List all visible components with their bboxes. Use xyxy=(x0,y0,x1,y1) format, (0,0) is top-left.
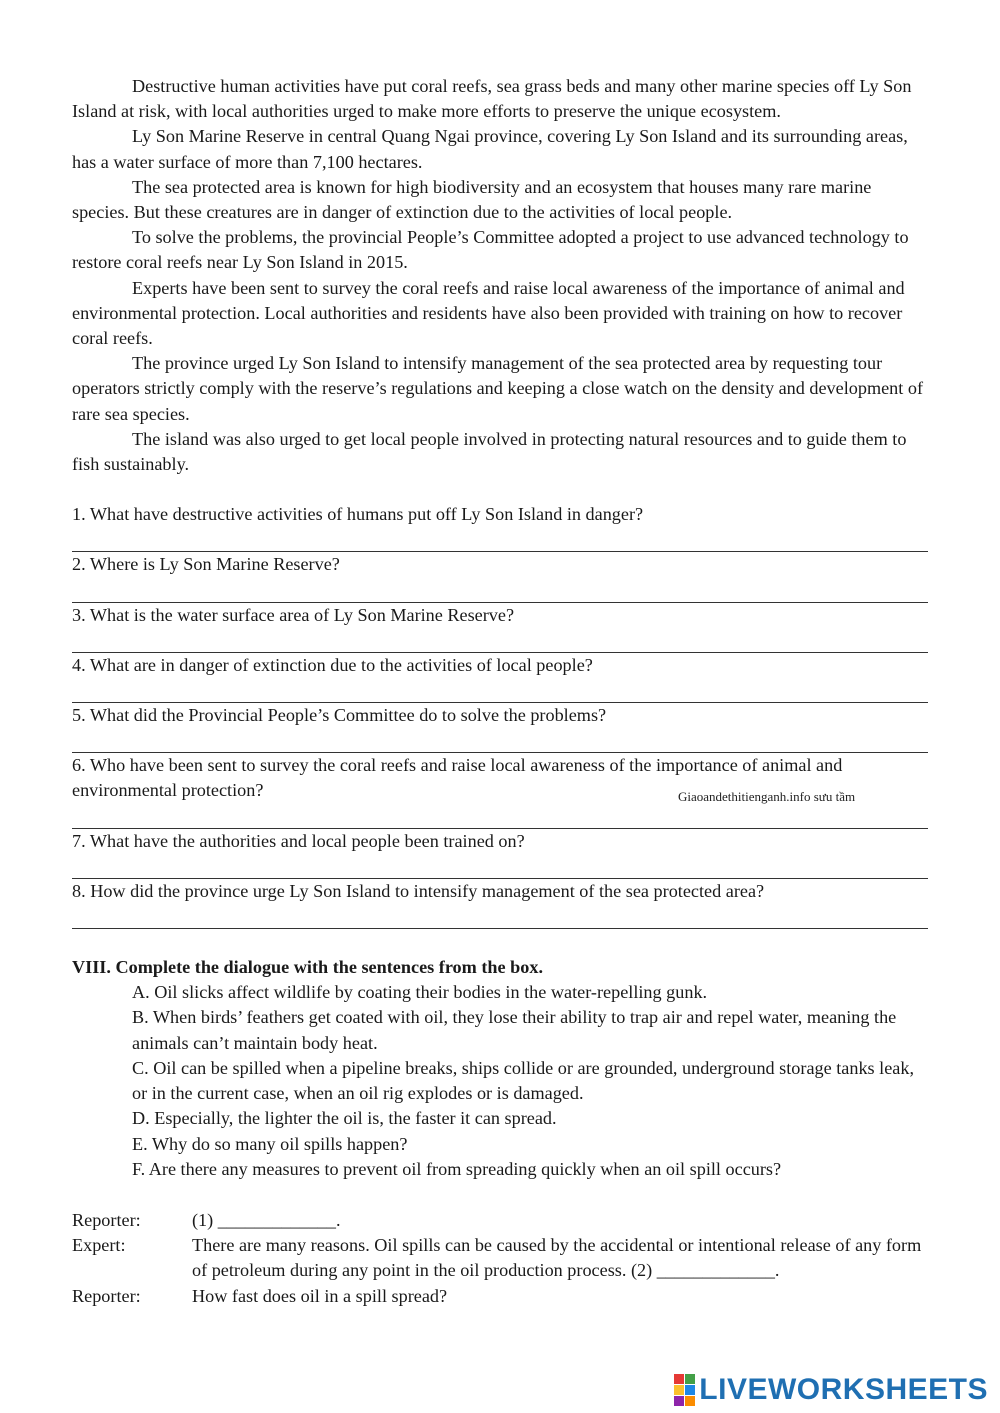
question-text: 4. What are in danger of extinction due to the activities of local people? xyxy=(72,654,593,675)
question-7 xyxy=(72,829,928,879)
passage-paragraph-3: The sea protected area is known for high biodiversity and an ecosystem that houses many rare marine species. But these creatures are in danger of extinction due to the activities of local people. xyxy=(72,176,872,223)
passage-paragraph-7: The island was also urged to get local people involved in protecting natural resources and to guide them to fish sustainably. xyxy=(72,428,907,475)
question-5 xyxy=(72,703,928,753)
question-text: 7. What have the authorities and local people been trained on? xyxy=(72,830,525,851)
option-b: B. When birds’ feathers get coated with oil, they lose their ability to trap air and repel water, meaning the animals can’t maintain body heat. xyxy=(132,1007,897,1053)
answer-line-1[interactable] xyxy=(72,527,928,552)
question-text: 2. Where is Ly Son Marine Reserve? xyxy=(72,554,340,575)
answer-line-5[interactable] xyxy=(72,728,928,753)
question-text: 5. What did the Provincial People’s Committee do to solve the problems? xyxy=(72,705,607,726)
logo-square xyxy=(674,1374,684,1384)
option-c: C. Oil can be spilled when a pipeline breaks, ships collide or are grounded, underground storage tanks leak, or in the current case, when an oil rig explodes or is damaged. xyxy=(132,1057,915,1104)
logo-square xyxy=(685,1374,695,1384)
reading-passage xyxy=(72,74,928,477)
question-4 xyxy=(72,653,928,703)
answer-line-2[interactable] xyxy=(72,578,928,603)
option-a: A. Oil slicks affect wildlife by coating their bodies in the water-repelling gunk. xyxy=(132,982,708,1003)
passage-paragraph-1: Destructive human activities have put coral reefs, sea grass beds and many other marine species off Ly Son Island at risk, with local authorities urged to make more efforts to preserve the unique ecosystem. xyxy=(72,76,912,122)
speaker-label: Expert: xyxy=(72,1235,126,1256)
dialogue xyxy=(72,1208,928,1309)
liveworksheets-logo xyxy=(674,1374,988,1406)
answer-line-4[interactable] xyxy=(72,678,928,703)
question-text: 3. What is the water surface area of Ly Son Marine Reserve? xyxy=(72,604,515,625)
logo-square xyxy=(685,1396,695,1406)
answer-line-8[interactable] xyxy=(72,904,928,929)
answer-line-7[interactable] xyxy=(72,854,928,879)
logo-square xyxy=(674,1396,684,1406)
logo-icon xyxy=(674,1374,695,1406)
option-f: F. Are there any measures to prevent oil from spreading quickly when an oil spill occurs? xyxy=(132,1158,782,1179)
logo-text: LIVEWORKSHEETS xyxy=(699,1373,988,1406)
option-d: D. Especially, the lighter the oil is, the faster it can spread. xyxy=(132,1108,557,1129)
dialogue-text[interactable]: There are many reasons. Oil spills can be caused by the accidental or intentional release of any form of petroleum during any point in the oil production process. (2) _____________. xyxy=(192,1235,922,1281)
option-box xyxy=(72,980,928,1182)
logo-square xyxy=(685,1385,695,1395)
credit-text: Giaoandethitienganh.info sưu tầm xyxy=(678,789,856,805)
question-2 xyxy=(72,552,928,602)
question-text: 1. What have destructive activities of humans put off Ly Son Island in danger? xyxy=(72,504,644,525)
answer-line-3[interactable] xyxy=(72,628,928,653)
passage-paragraph-2: Ly Son Marine Reserve in central Quang Ngai province, covering Ly Son Island and its surrounding areas, has a water surface of more than 7,100 hectares. xyxy=(72,126,908,172)
question-8 xyxy=(72,879,928,929)
question-6 xyxy=(72,753,928,828)
dialogue-line-3 xyxy=(72,1284,928,1309)
passage-paragraph-6: The province urged Ly Son Island to intensify management of the sea protected area by requesting tour operators strictly comply with the reserve’s regulations and keeping a close watch on the density and development of rare sea species. xyxy=(72,353,924,424)
dialogue-text: How fast does oil in a spill spread? xyxy=(192,1285,448,1306)
speaker-label: Reporter: xyxy=(72,1285,141,1306)
question-1 xyxy=(72,502,928,552)
passage-paragraph-4: To solve the problems, the provincial People’s Committee adopted a project to use advanced technology to restore coral reefs near Ly Son Island in 2015. xyxy=(72,227,909,273)
worksheet-page xyxy=(72,74,928,1309)
dialogue-line-2 xyxy=(72,1233,928,1283)
question-list xyxy=(72,502,928,929)
question-text: 6. Who have been sent to survey the coral reefs and raise local awareness of the importance of animal and environmental protection? xyxy=(72,755,843,801)
option-e: E. Why do so many oil spills happen? xyxy=(132,1133,408,1154)
logo-square xyxy=(674,1385,684,1395)
question-text: 8. How did the province urge Ly Son Island to intensify management of the sea protected area? xyxy=(72,880,765,901)
section-title: VIII. Complete the dialogue with the sentences from the box. xyxy=(72,957,543,978)
passage-paragraph-5: Experts have been sent to survey the coral reefs and raise local awareness of the importance of animal and environmental protection. Local authorities and residents have also been provided with training on how to recover coral reefs. xyxy=(72,277,905,349)
question-3 xyxy=(72,603,928,653)
speaker-label: Reporter: xyxy=(72,1209,141,1230)
dialogue-text[interactable]: (1) _____________. xyxy=(192,1209,341,1230)
dialogue-line-1 xyxy=(72,1208,928,1233)
